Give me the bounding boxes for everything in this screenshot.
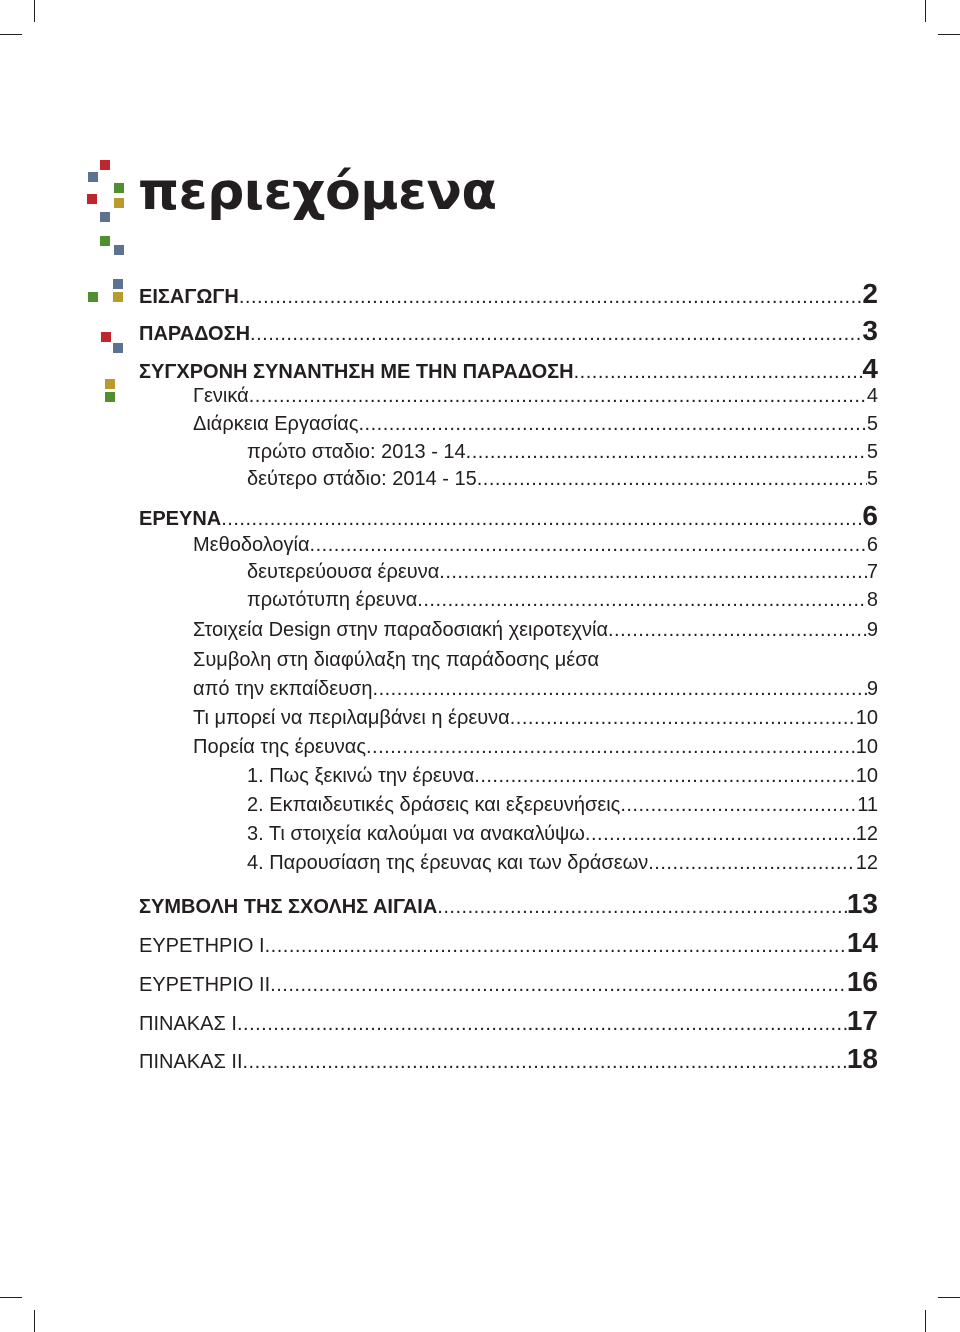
toc-entry[interactable] — [193, 619, 878, 649]
dot-leader — [359, 413, 867, 436]
dot-leader — [477, 468, 867, 491]
toc-entry-page-number: 3 — [862, 315, 878, 346]
toc-entry-page-number: 12 — [855, 823, 878, 845]
dot-leader — [221, 508, 862, 531]
toc-entry-label: 3. Τι στοιχεία καλούμαι να ανακαλύψω — [247, 823, 585, 845]
toc-entry-label: δεύτερο στάδιο: 2014 - 15 — [247, 468, 477, 490]
dot-leader — [366, 736, 856, 759]
toc-entry[interactable] — [193, 649, 878, 679]
toc-entry-page-number: 12 — [855, 852, 878, 874]
toc-entry[interactable] — [247, 441, 878, 471]
crop-mark-top-right — [925, 0, 926, 22]
square-green — [100, 236, 110, 246]
toc-entry-label: 4. Παρουσίαση της έρευνας και των δράσεων — [247, 852, 649, 874]
dot-leader — [585, 823, 856, 846]
square-green — [88, 292, 98, 302]
toc-entry-label: Στοιχεία Design στην παραδοσιακή χειροτεχνία — [193, 619, 608, 641]
dot-leader — [510, 707, 856, 730]
toc-entry[interactable] — [139, 315, 878, 345]
dot-leader — [474, 765, 855, 788]
toc-entry-page-number: 18 — [846, 1043, 878, 1074]
toc-entry[interactable] — [247, 561, 878, 591]
toc-entry-page-number: 5 — [866, 441, 878, 463]
toc-entry-label: ΣΥΓΧΡΟΝΗ ΣΥΝΑΝΤΗΣΗ ΜΕ ΤΗΝ ΠΑΡΑΔΟΣΗ — [139, 361, 574, 383]
toc-entry-page-number: 5 — [866, 413, 878, 435]
toc-entry-page-number: 16 — [846, 966, 878, 997]
toc-entry-label: δευτερεύουσα έρευνα — [247, 561, 440, 583]
toc-entry-label: ΕΥΡΕΤΗΡΙΟ II — [139, 974, 271, 996]
toc-entry-page-number: 10 — [855, 707, 878, 729]
crop-mark-top-left-h — [0, 34, 22, 35]
toc-entry[interactable] — [193, 707, 878, 737]
square-olive — [114, 198, 124, 208]
toc-entry-page-number: 6 — [862, 500, 878, 531]
toc-entry-label: ΠΑΡΑΔΟΣΗ — [139, 323, 251, 345]
toc-entry-label: Συμβολη στη διαφύλαξη της παράδοσης μέσα — [193, 649, 600, 671]
square-green — [105, 392, 115, 402]
toc-entry-page-number: 17 — [846, 1005, 878, 1036]
square-blue — [88, 172, 98, 182]
dot-leader — [265, 935, 847, 958]
toc-entry[interactable] — [193, 678, 878, 708]
toc-entry[interactable] — [247, 823, 878, 853]
dot-leader — [237, 1013, 847, 1036]
toc-entry-label: ΣΥΜΒΟΛΗ ΤΗΣ ΣΧΟΛΗΣ ΑΙΓΑΙΑ — [139, 896, 438, 918]
square-red — [87, 194, 97, 204]
toc-entry[interactable] — [139, 500, 878, 530]
toc-entry[interactable] — [139, 966, 878, 996]
crop-mark-bottom-right — [925, 1310, 926, 1332]
dot-leader — [466, 441, 867, 464]
dot-leader — [270, 974, 847, 997]
dot-leader — [250, 323, 862, 346]
crop-mark-bottom-left-h — [0, 1297, 22, 1298]
toc-entry-label: Πορεία της έρευνας — [193, 736, 366, 758]
crop-mark-top-left — [34, 0, 35, 22]
toc-entry-label: πρωτότυπη έρευνα — [247, 589, 418, 611]
toc-entry-label: πρώτο σταδιο: 2013 - 14 — [247, 441, 466, 463]
dot-leader — [417, 589, 867, 612]
toc-entry-page-number: 11 — [857, 794, 878, 816]
toc-entry[interactable] — [193, 413, 878, 443]
square-green — [114, 183, 124, 193]
crop-mark-bottom-left — [34, 1310, 35, 1332]
toc-entry-label: ΕΡΕΥΝΑ — [139, 508, 222, 530]
square-olive — [105, 379, 115, 389]
dot-leader — [620, 794, 857, 817]
dot-leader — [243, 1051, 847, 1074]
toc-entry-page-number: 4 — [866, 385, 878, 407]
toc-entry-label: Τι μπορεί να περιλαμβάνει η έρευνα — [193, 707, 510, 729]
toc-entry-label: Γενικά — [193, 385, 249, 407]
toc-entry[interactable] — [139, 1005, 878, 1035]
toc-entry-page-number: 14 — [846, 927, 878, 958]
toc-entry-label: Μεθοδολογία — [193, 534, 310, 556]
dot-leader — [310, 534, 867, 557]
square-blue — [100, 212, 110, 222]
toc-entry[interactable] — [139, 927, 878, 957]
toc-entry[interactable] — [139, 1043, 878, 1073]
dot-leader — [239, 286, 863, 309]
toc-entry-label: ΕΥΡΕΤΗΡΙΟ I — [139, 935, 265, 957]
toc-entry-page-number: 8 — [866, 589, 878, 611]
dot-leader — [439, 561, 867, 584]
toc-entry-label: ΠΙΝΑΚΑΣ I — [139, 1013, 237, 1035]
toc-entry-page-number: 6 — [866, 534, 878, 556]
toc-entry-label: ΠΙΝΑΚΑΣ II — [139, 1051, 243, 1073]
toc-entry-page-number: 5 — [866, 468, 878, 490]
toc-entry-label: από την εκπαίδευση — [193, 678, 373, 700]
toc-entry[interactable] — [247, 765, 878, 795]
square-red — [101, 332, 111, 342]
crop-mark-bottom-right-h — [938, 1297, 960, 1298]
toc-entry[interactable] — [193, 736, 878, 766]
dot-leader — [373, 678, 867, 701]
dot-leader — [437, 896, 847, 919]
square-red — [100, 160, 110, 170]
toc-entry-page-number: 9 — [866, 619, 878, 641]
toc-entry-label: 2. Εκπαιδευτικές δράσεις και εξερευνήσεις — [247, 794, 621, 816]
toc-entry-page-number: 2 — [862, 278, 878, 309]
toc-entry-label: Διάρκεια Εργασίας — [193, 413, 359, 435]
toc-entry-label: ΕΙΣΑΓΩΓΗ — [139, 286, 239, 308]
square-blue — [113, 343, 123, 353]
toc-entry[interactable] — [193, 534, 878, 564]
dot-leader — [574, 361, 863, 384]
toc-entry-label: 1. Πως ξεκινώ την έρευνα — [247, 765, 475, 787]
toc-entry[interactable] — [247, 468, 878, 498]
toc-entry-page-number: 10 — [855, 765, 878, 787]
toc-entry[interactable] — [247, 852, 878, 882]
square-blue — [113, 279, 123, 289]
dot-leader — [608, 619, 867, 642]
toc-entry[interactable] — [139, 278, 878, 308]
toc-entry-page-number: 9 — [866, 678, 878, 700]
toc-entry[interactable] — [193, 385, 878, 415]
toc-entry-page-number: 10 — [855, 736, 878, 758]
toc-entry-page-number: 7 — [866, 561, 878, 583]
square-olive — [113, 292, 123, 302]
toc-entry[interactable] — [139, 353, 878, 383]
toc-entry-page-number: 13 — [846, 888, 878, 919]
toc-entry[interactable] — [139, 888, 878, 918]
dot-leader — [648, 852, 856, 875]
dot-leader — [249, 385, 867, 408]
square-blue — [114, 245, 124, 255]
toc-entry[interactable] — [247, 794, 878, 824]
toc-entry-page-number: 4 — [862, 353, 878, 384]
page-title: περιεχόμενα — [138, 162, 497, 222]
toc-entry[interactable] — [247, 589, 878, 619]
crop-mark-top-right-h — [938, 34, 960, 35]
